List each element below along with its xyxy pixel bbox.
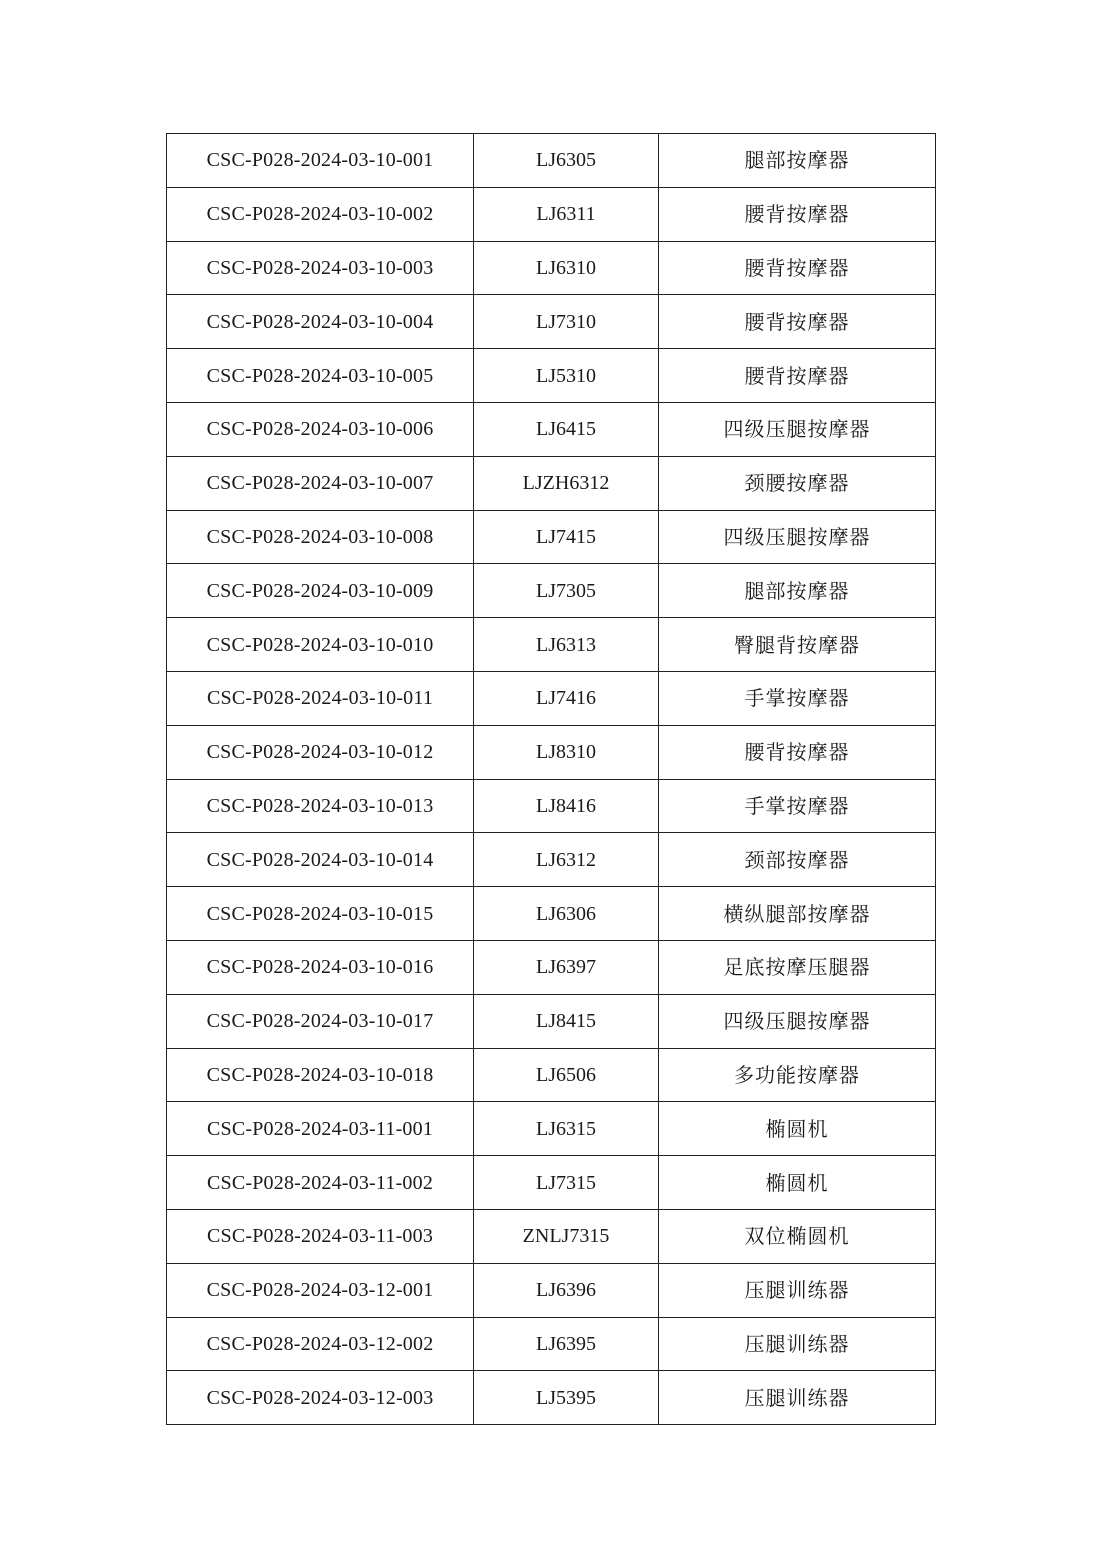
certificate-code-cell: CSC-P028-2024-03-11-001 [167,1102,474,1156]
model-number-cell: LJ5395 [474,1371,659,1425]
model-number-cell: LJ6315 [474,1102,659,1156]
table-row [167,241,936,295]
certificate-code-cell: CSC-P028-2024-03-10-016 [167,940,474,994]
model-number-cell: LJZH6312 [474,456,659,510]
product-name-cell: 双位椭圆机 [659,1209,936,1263]
certificate-code-cell: CSC-P028-2024-03-10-002 [167,187,474,241]
certificate-code-cell: CSC-P028-2024-03-10-014 [167,833,474,887]
product-name-cell: 四级压腿按摩器 [659,402,936,456]
table-row [167,134,936,188]
model-number-cell: LJ8415 [474,994,659,1048]
product-name-cell: 腿部按摩器 [659,564,936,618]
table-row [167,1209,936,1263]
certificate-code-cell: CSC-P028-2024-03-12-001 [167,1263,474,1317]
model-number-cell: LJ6310 [474,241,659,295]
product-name-cell: 椭圆机 [659,1102,936,1156]
table-row [167,1156,936,1210]
table-row [167,295,936,349]
model-number-cell: LJ5310 [474,349,659,403]
table-row [167,618,936,672]
product-name-cell: 横纵腿部按摩器 [659,887,936,941]
certificate-code-cell: CSC-P028-2024-03-11-003 [167,1209,474,1263]
certificate-code-cell: CSC-P028-2024-03-10-018 [167,1048,474,1102]
certificate-code-cell: CSC-P028-2024-03-10-013 [167,779,474,833]
table-row [167,1048,936,1102]
certificate-code-cell: CSC-P028-2024-03-10-010 [167,618,474,672]
product-name-cell: 压腿训练器 [659,1263,936,1317]
model-number-cell: LJ7310 [474,295,659,349]
product-name-cell: 腰背按摩器 [659,295,936,349]
table-row [167,940,936,994]
product-name-cell: 臀腿背按摩器 [659,618,936,672]
table-row [167,564,936,618]
model-number-cell: LJ7416 [474,671,659,725]
model-number-cell: LJ6396 [474,1263,659,1317]
table-row [167,456,936,510]
model-number-cell: LJ8310 [474,725,659,779]
product-name-cell: 手掌按摩器 [659,779,936,833]
product-name-cell: 四级压腿按摩器 [659,994,936,1048]
product-name-cell: 腰背按摩器 [659,241,936,295]
certificate-code-cell: CSC-P028-2024-03-12-002 [167,1317,474,1371]
table-row [167,1371,936,1425]
table-row [167,187,936,241]
product-name-cell: 四级压腿按摩器 [659,510,936,564]
product-name-cell: 足底按摩压腿器 [659,940,936,994]
product-name-cell: 压腿训练器 [659,1317,936,1371]
certificate-code-cell: CSC-P028-2024-03-10-004 [167,295,474,349]
certificate-code-cell: CSC-P028-2024-03-10-007 [167,456,474,510]
table-row [167,887,936,941]
certificate-code-cell: CSC-P028-2024-03-11-002 [167,1156,474,1210]
certificate-code-cell: CSC-P028-2024-03-10-001 [167,134,474,188]
model-number-cell: LJ6305 [474,134,659,188]
table-row [167,349,936,403]
table-row [167,671,936,725]
product-name-cell: 压腿训练器 [659,1371,936,1425]
product-name-cell: 腰背按摩器 [659,349,936,403]
model-number-cell: LJ7315 [474,1156,659,1210]
table-row [167,725,936,779]
product-name-cell: 腰背按摩器 [659,725,936,779]
product-name-cell: 椭圆机 [659,1156,936,1210]
certificate-code-cell: CSC-P028-2024-03-10-008 [167,510,474,564]
product-name-cell: 腰背按摩器 [659,187,936,241]
product-name-cell: 颈腰按摩器 [659,456,936,510]
product-name-cell: 手掌按摩器 [659,671,936,725]
model-number-cell: LJ7415 [474,510,659,564]
model-number-cell: LJ6311 [474,187,659,241]
certificate-code-cell: CSC-P028-2024-03-12-003 [167,1371,474,1425]
certificate-code-cell: CSC-P028-2024-03-10-011 [167,671,474,725]
certificate-code-cell: CSC-P028-2024-03-10-006 [167,402,474,456]
model-number-cell: LJ8416 [474,779,659,833]
certificate-code-cell: CSC-P028-2024-03-10-005 [167,349,474,403]
model-number-cell: LJ6397 [474,940,659,994]
table-row [167,402,936,456]
certificate-code-cell: CSC-P028-2024-03-10-003 [167,241,474,295]
model-number-cell: LJ6312 [474,833,659,887]
table-row [167,1102,936,1156]
model-number-cell: LJ7305 [474,564,659,618]
model-number-cell: LJ6506 [474,1048,659,1102]
certificate-code-cell: CSC-P028-2024-03-10-017 [167,994,474,1048]
model-number-cell: LJ6395 [474,1317,659,1371]
table-row [167,779,936,833]
table-row [167,994,936,1048]
certificate-code-cell: CSC-P028-2024-03-10-015 [167,887,474,941]
product-table [166,133,936,1425]
product-name-cell: 腿部按摩器 [659,134,936,188]
model-number-cell: LJ6313 [474,618,659,672]
table-row [167,1263,936,1317]
table-row [167,1317,936,1371]
model-number-cell: LJ6306 [474,887,659,941]
table-body [167,134,936,1425]
table-row [167,510,936,564]
certificate-code-cell: CSC-P028-2024-03-10-012 [167,725,474,779]
model-number-cell: LJ6415 [474,402,659,456]
product-name-cell: 多功能按摩器 [659,1048,936,1102]
certificate-code-cell: CSC-P028-2024-03-10-009 [167,564,474,618]
table-row [167,833,936,887]
product-name-cell: 颈部按摩器 [659,833,936,887]
model-number-cell: ZNLJ7315 [474,1209,659,1263]
